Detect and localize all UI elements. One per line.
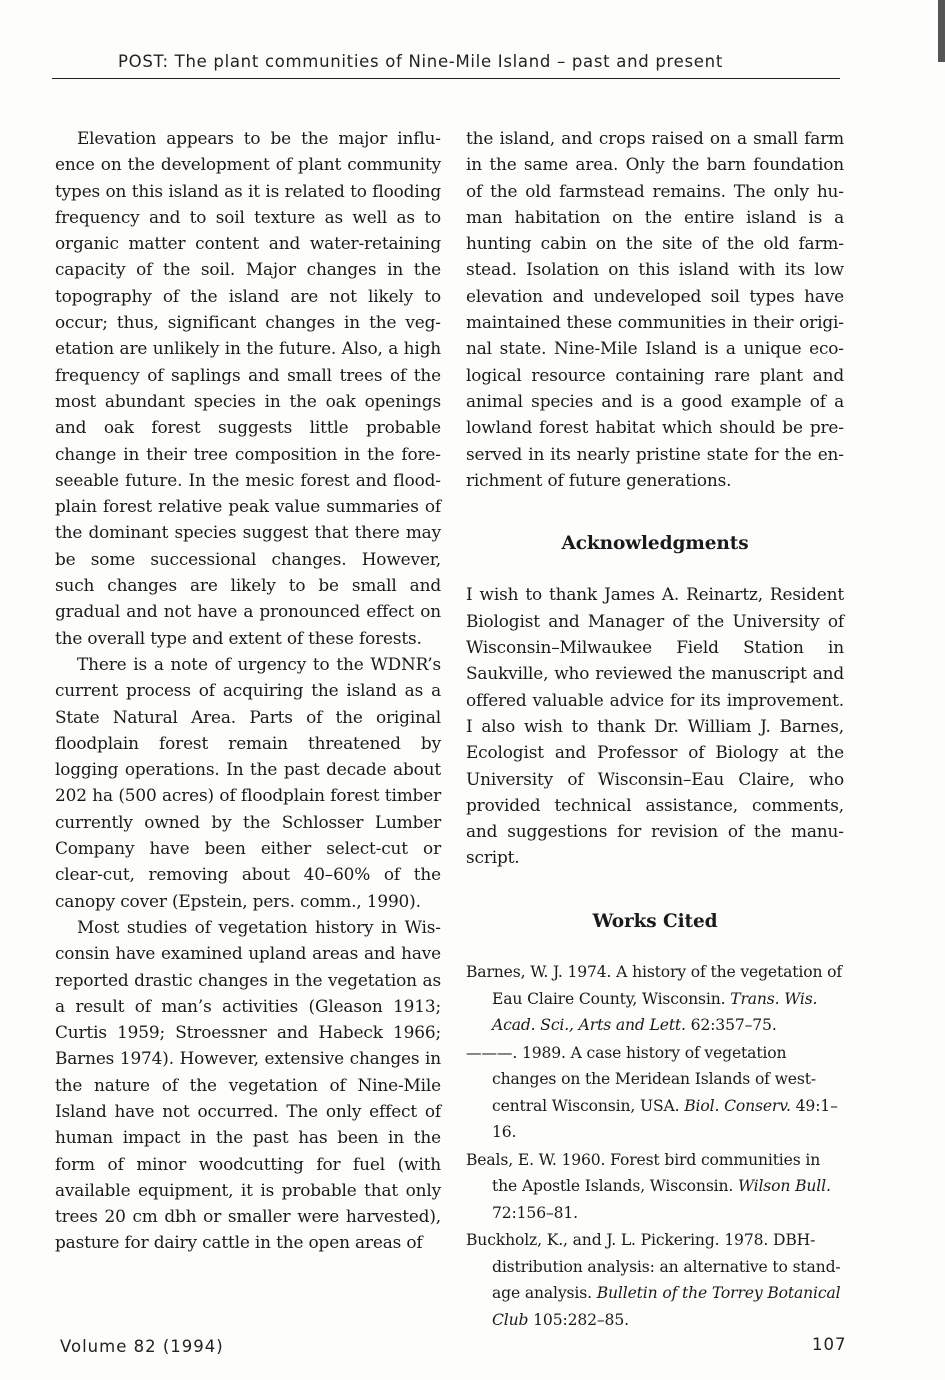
- left-column: [55, 125, 441, 1256]
- footer-volume: Volume 82 (1994): [60, 1337, 224, 1356]
- body-paragraph: Most studies of vegetation history in Wisconsin have examined upland areas and have reported drastic changes in the vegetation as a result of man’s activities (Gleason 1913; Curtis 1959; Stroessner and Habeck 1966; Barnes 1974). However, extensive changes in the nature of the vegetation of Nine-Mile Island have not occurred. The only effect of human impact in the past has been in the form of minor woodcutting for fuel (with available equipment, it is probable that only trees 20 cm dbh or smaller were harvested), pasture for dairy cattle in the open areas of: [55, 916, 441, 1253]
- header-rule: [52, 78, 840, 79]
- reference-journal: Biol. Conserv.: [684, 1096, 791, 1115]
- reference-text: Barnes, W. J. 1974. A history of the vegetation of Eau Claire County, Wisconsin.: [466, 963, 843, 1008]
- page-number: 107: [812, 1335, 847, 1354]
- acknowledgments-text: I wish to thank James A. Reinartz, Resident Biologist and Manager of the University of Wisconsin–Milwaukee Field Station in Saukville, who reviewed the manuscript and offered valuable advice for its improvement. I also wish to thank Dr. William J. Barnes, Ecologist and Professor of Biology at the University of Wisconsin–Eau Claire, who provided technical assistance, comments, and suggestions for revision of the manuscript.: [466, 584, 844, 868]
- right-column: [466, 125, 844, 1334]
- running-head: POST: The plant communities of Nine-Mile Island – past and present: [118, 52, 723, 71]
- reference-text: Buckholz, K., and J. L. Pickering. 1978. DBH-distribution analysis: an alternative to stand-age analysis.: [466, 1231, 841, 1303]
- reference-text: ———. 1989. A case history of vegetation changes on the Meridean Islands of west-central Wisconsin, USA.: [466, 1043, 816, 1115]
- reference-text: Beals, E. W. 1960. Forest bird communities in the Apostle Islands, Wisconsin.: [466, 1150, 821, 1196]
- reference-journal: Wilson Bull.: [738, 1177, 831, 1196]
- reference-list: [466, 959, 844, 1333]
- reference-journal: Trans. Wis. Acad. Sci., Arts and Lett.: [492, 989, 818, 1035]
- reference-item: [466, 1227, 844, 1333]
- acknowledgments-heading: Acknowledgments: [561, 533, 749, 555]
- reference-volume: 62:357–75.: [685, 1016, 777, 1035]
- reference-volume: 72:156–81.: [492, 1203, 578, 1222]
- scan-edge-mark: [938, 0, 945, 62]
- reference-item: [466, 959, 844, 1039]
- works-cited-heading: Works Cited: [592, 910, 718, 932]
- reference-item: [466, 1040, 844, 1146]
- body-paragraph: Elevation appears to be the major influence on the development of plant community types on this island as it is related to flooding frequency and to soil texture as well as to organic matter content and water-retaining capacity of the soil. Major changes in the topography of the island are not likely to occur; thus, significant changes in the vegetation are unlikely in the future. Also, a high frequency of saplings and small trees of the most abundant species in the oak openings and oak forest suggests little probable change in their tree composition in the foreseeable future. In the mesic forest and floodplain forest relative peak value summaries of the dominant species suggest that there may be some successional changes. However, such changes are likely to be small and gradual and not have a pronounced effect on the overall type and extent of these forests.: [55, 128, 441, 648]
- reference-journal: Bulletin of the Torrey Botanical Club: [492, 1284, 841, 1329]
- reference-item: [466, 1147, 844, 1227]
- body-paragraph: There is a note of urgency to the WDNR’s current process of acquiring the island as a State Natural Area. Parts of the original floodplain forest remain threatened by logging operations. In the past decade about 202 ha (500 acres) of floodplain forest timber currently owned by the Schlosser Lumber Company have been either select-cut or clear-cut, removing about 40–60% of the canopy cover (Epstein, pers. comm., 1990).: [55, 653, 441, 911]
- body-paragraph-continuation: the island, and crops raised on a small farm in the same area. Only the barn foundation of the old farmstead remains. The only human habitation on the entire island is a hunting cabin on the site of the old farmstead. Isolation on this island with its low elevation and undeveloped soil types have maintained these communities in their original state. Nine-Mile Island is a unique ecological resource containing rare plant and animal species and is a good example of a lowland forest habitat which should be preserved in its nearly pristine state for the enrichment of future generations.: [466, 128, 844, 490]
- reference-volume: 105:282–85.: [528, 1310, 629, 1329]
- reference-volume: 49:1–16.: [492, 1096, 838, 1142]
